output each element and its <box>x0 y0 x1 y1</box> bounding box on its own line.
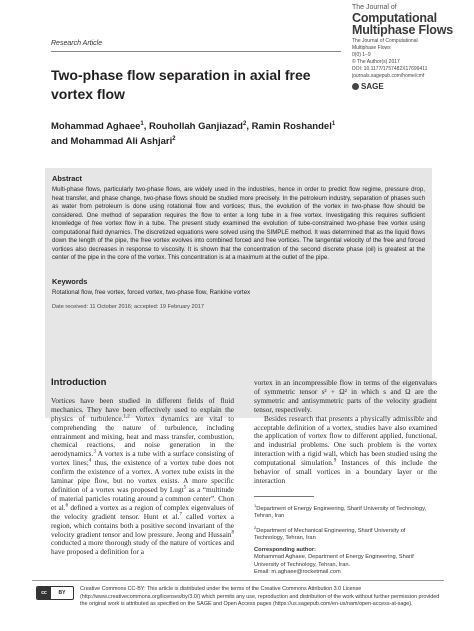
abstract-heading: Abstract <box>52 174 82 183</box>
header-divider <box>51 51 341 52</box>
author-affiliation-mark: 1 <box>140 121 144 127</box>
corresponding-author-address: Mohammad Aghaee, Department of Energy Engineering, Sharif University of Technology, Tehran, Iran. <box>254 554 414 568</box>
journal-doi[interactable]: DOI: 10.1177/1757482X17699411 <box>352 66 428 72</box>
citation[interactable]: 9 <box>333 458 337 464</box>
publisher-logo <box>352 82 470 91</box>
citation[interactable]: 8 <box>231 530 234 536</box>
by-icon: BY <box>58 590 66 596</box>
received-dates: Date received: 11 October 2016; accepted: 19 February 2017 <box>52 304 204 310</box>
author-affiliation-mark: 2 <box>172 136 176 143</box>
author-affiliation-mark: 2 <box>242 121 247 127</box>
citation[interactable]: 3 <box>93 449 96 455</box>
citation[interactable]: 5 <box>183 485 187 491</box>
affiliation-2: $^2$Department of Mechanical Engineering, Sharif University of Technology, Tehran, Iran <box>254 524 406 542</box>
journal-volume: 0(0) 1–9 <box>352 52 371 58</box>
license-text: Creative Commons CC-BY: This article is distributed under the terms of the Creative Commons Attribution 3.0 License (http://www.creativecommons.org/licenses/by/3.0/) which permits any use, reproduction and distribution of the work without further permission provided the original work is attributed as specified on the SAGE and Open Access pages (https://us.sagepub.com/en-us/nam/open-access-at-sage). <box>80 586 440 608</box>
journal-pre-title: The Journal of <box>352 4 397 11</box>
journal-copyright: © The Author(s) 2017 <box>352 59 400 65</box>
author-name: Rouhollah Ganjiazad <box>149 121 243 133</box>
body-column-left <box>51 379 234 557</box>
intro-paragraph: Besides research that presents a physically admissible and acceptable definition of a vortex, studies have also examined the application of vortex flow to different applied, functional, and industrial problems. One such problem is the vortex interaction with a rigid wall, which has been studied using the computational simulation.$^9$ Instances of this include the behavior of small vortices in a boundary layer or the interaction <box>254 413 437 485</box>
sage-logo-icon <box>352 83 359 90</box>
journal-info-line: Multiphase Flows <box>352 45 391 51</box>
article-type: Research Article <box>51 40 103 47</box>
footnotes <box>254 502 436 577</box>
citation[interactable]: 7 <box>179 512 182 518</box>
journal-header <box>352 4 470 91</box>
publisher-name: SAGE <box>361 82 384 91</box>
keywords-text: Rotational flow, free vortex, forced vortex, two-phase flow, Rankine vortex <box>52 288 251 296</box>
citation[interactable]: 1,2 <box>123 414 130 420</box>
author-list: Mohammad Aghaee$^1$, Rouhollah Ganjiazad$^2$, Ramin Roshandel$^1$ and Mohammad Ali Ashjari$^2$ <box>51 121 336 148</box>
section-heading: Introduction <box>51 377 107 388</box>
keywords-heading: Keywords <box>52 276 88 286</box>
author-name: Mohammad Aghaee <box>51 121 141 133</box>
cc-icon: cc <box>37 587 51 599</box>
journal-title-line1: Computational <box>352 11 437 25</box>
author-name: Ramin Roshandel <box>251 121 332 133</box>
journal-info-line: The Journal of Computational <box>352 38 418 44</box>
article-title: Two-phase flow separation in axial free vortex flow <box>51 67 311 102</box>
body-column-right <box>254 379 437 486</box>
intro-paragraph-continued: vortex in an incompressible flow in terms of the eigenvalues of symmetric tensor s² + Ω² in which s and Ω are the symmetric and antisymmetric parts of the velocity gradient tensor, respectively. <box>254 378 437 414</box>
intro-paragraph: Vortices have been studied in different fields of fluid mechanics. They have been effectively used to explain the physics of turbulence.$^{1,2}$ Vortex dynamics are vital to comprehending the nature of turbulence, including entrainment and mixing, heat and mass transfer, combustion, chemical reactions, and noise generation in the aerodynamics.$^3$ A vortex is a tube with a surface consisting of vortex lines;$^4$ thus, the existence of a vortex tube does not confirm the existence of a vortex. A vortex tube exists in the laminar pipe flow, but no vortex exists. A more specific definition of a vortex was proposed by Lugt$^5$ as a “multitude of material particles rotating around a common center”. Chon et al.$^6$ defined a vortex as a region of complex eigenvalues of the velocity gradient tensor. Hunt et al.$^7$ called vortex a region, which contains both a positive second invariant of the velocity gradient tensor and low pressure. Jeong and Hussain$^8$ conducted a more thorough study of the nature of vortices and have proposed a definition for a <box>51 395 235 557</box>
cc-by-badge-icon[interactable] <box>36 586 74 600</box>
corresponding-author-heading: Corresponding author: <box>254 546 316 553</box>
citation[interactable]: 6 <box>65 503 69 509</box>
citation[interactable]: 4 <box>88 458 92 464</box>
journal-url[interactable]: journals.sagepub.com/home/cmf <box>352 73 425 79</box>
license-divider <box>32 580 444 581</box>
abstract-text: Multi-phase flows, particularly two-phase flows, are widely used in the industries, hence in order to predict flow regime, pressure drop, heat transfer, and phase change, two-phase flows should be studied more precisely. In the petroleum industry, separation of phases such as water from petroleum is done using rotational flow and vortices; thus, the evolution of the vortex in two-phase flow should be considered. One method of separation requires the flow to enter a long tube in a free vortex. Investigating this requires sufficient knowledge of free vortex flow in a tube. The present study examined the evolution of tube-constrained two-phase free vortex using computational fluid dynamics. The discretized equations were solved using the SIMPLE method. It was determined that as the liquid flows down the length of the pipe, the free vortex evolves into combined forced and free vortices. The tangential velocity of the free and forced vortices also decreases in response to viscosity. It is shown that the concentration of the second discrete phase (oil) is greatest at the center of the pipe in the core of the vortex. This concentration is at a maximum at the outlet of the pipe. <box>52 186 425 261</box>
journal-title-line2: Multiphase Flows <box>352 23 453 37</box>
corresponding-author-email[interactable]: Email: m.aghaee@rocketmail.com <box>254 569 341 576</box>
affiliation-1: $^1$Department of Energy Engineering, Sharif University of Technology, Tehran, Iran <box>254 503 427 520</box>
author-affiliation-mark: 1 <box>331 121 336 127</box>
author-name: Mohammad Ali Ashjari <box>70 136 173 148</box>
footnote-divider <box>254 496 314 497</box>
